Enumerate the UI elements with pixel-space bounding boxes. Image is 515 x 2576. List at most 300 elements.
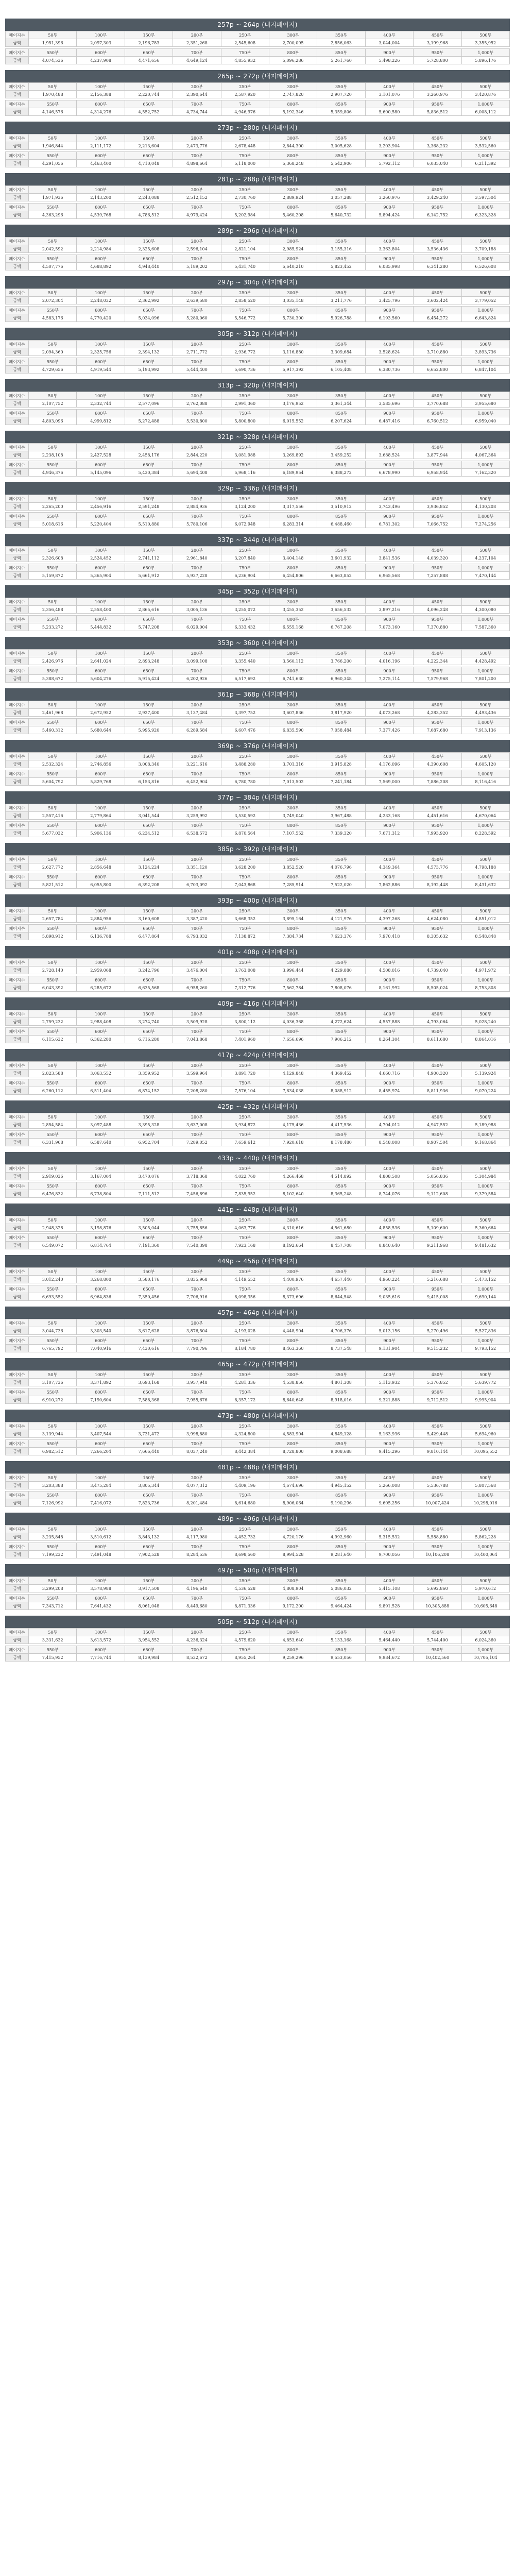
price-cell: 7,073,160 bbox=[365, 623, 413, 631]
price-section bbox=[5, 534, 510, 585]
quantity-cell: 550부 bbox=[29, 410, 77, 417]
price-cell: 6,703,092 bbox=[173, 881, 221, 889]
quantity-cell: 950부 bbox=[414, 358, 461, 366]
section-header bbox=[5, 585, 510, 598]
quantity-header-row bbox=[6, 1113, 510, 1121]
row-label-price: 금액 bbox=[6, 1276, 29, 1283]
quantity-header-row bbox=[6, 1079, 510, 1087]
price-cell: 5,510,880 bbox=[125, 520, 173, 528]
price-cell: 2,991,360 bbox=[221, 400, 269, 408]
price-cell: 5,744,400 bbox=[414, 1636, 461, 1644]
quantity-cell: 150부 bbox=[125, 1629, 173, 1636]
price-cell: 5,530,800 bbox=[173, 417, 221, 425]
quantity-cell: 400부 bbox=[365, 444, 413, 451]
section-header bbox=[5, 1564, 510, 1577]
price-cell: 9,035,616 bbox=[365, 1293, 413, 1301]
price-cell: 2,325,608 bbox=[125, 245, 173, 253]
row-label-price: 금액 bbox=[6, 1070, 29, 1077]
row-label-price: 금액 bbox=[6, 760, 29, 768]
price-cell: 6,029,004 bbox=[173, 623, 221, 631]
quantity-cell: 300부 bbox=[269, 83, 317, 91]
price-row bbox=[6, 1499, 510, 1507]
row-label-pages: 페이지수 bbox=[6, 1595, 29, 1602]
section-header bbox=[5, 431, 510, 443]
quantity-cell: 250부 bbox=[221, 547, 269, 554]
row-label-price: 금액 bbox=[6, 400, 29, 408]
quantity-cell: 200부 bbox=[173, 134, 221, 142]
price-cell: 4,507,776 bbox=[29, 263, 77, 270]
quantity-cell: 350부 bbox=[317, 804, 365, 812]
price-cell: 7,562,784 bbox=[269, 984, 317, 992]
quantity-header-row bbox=[6, 134, 510, 142]
quantity-cell: 250부 bbox=[221, 444, 269, 451]
price-cell: 6,207,624 bbox=[317, 417, 365, 425]
page-range-suffix: (내지페이지) bbox=[262, 742, 298, 750]
quantity-cell: 550부 bbox=[29, 770, 77, 778]
quantity-cell: 500부 bbox=[461, 753, 509, 760]
price-cell: 9,281,640 bbox=[317, 1551, 365, 1558]
price-cell: 3,475,284 bbox=[77, 1482, 125, 1489]
price-cell: 8,906,064 bbox=[269, 1499, 317, 1507]
price-cell: 4,514,892 bbox=[317, 1173, 365, 1180]
quantity-cell: 750부 bbox=[221, 100, 269, 108]
quantity-cell: 950부 bbox=[414, 873, 461, 881]
price-cell: 8,061,048 bbox=[125, 1602, 173, 1610]
quantity-cell: 200부 bbox=[173, 83, 221, 91]
quantity-cell: 700부 bbox=[173, 255, 221, 263]
quantity-cell: 500부 bbox=[461, 341, 509, 348]
row-label-pages: 페이지수 bbox=[6, 1285, 29, 1293]
quantity-cell: 650부 bbox=[125, 204, 173, 211]
price-cell: 5,862,228 bbox=[461, 1533, 509, 1541]
price-cell: 8,449,680 bbox=[173, 1602, 221, 1610]
price-cell: 4,369,452 bbox=[317, 1070, 365, 1077]
page-range-suffix: (내지페이지) bbox=[262, 1567, 298, 1574]
price-cell: 7,801,200 bbox=[461, 675, 509, 683]
price-cell: 8,728,800 bbox=[269, 1448, 317, 1455]
quantity-cell: 550부 bbox=[29, 1543, 77, 1551]
quantity-cell: 650부 bbox=[125, 1440, 173, 1448]
price-cell: 8,442,384 bbox=[221, 1448, 269, 1455]
price-section bbox=[5, 843, 510, 894]
quantity-cell: 950부 bbox=[414, 1285, 461, 1293]
page-range-suffix: (내지페이지) bbox=[262, 433, 298, 440]
quantity-cell: 850부 bbox=[317, 1028, 365, 1036]
price-cell: 2,678,448 bbox=[221, 142, 269, 150]
price-cell: 3,954,552 bbox=[125, 1636, 173, 1644]
quantity-cell: 150부 bbox=[125, 1010, 173, 1018]
price-cell: 5,261,760 bbox=[317, 57, 365, 64]
quantity-cell: 500부 bbox=[461, 1268, 509, 1276]
price-row bbox=[6, 211, 510, 219]
quantity-cell: 200부 bbox=[173, 598, 221, 606]
price-cell: 3,425,796 bbox=[365, 297, 413, 304]
quantity-cell: 950부 bbox=[414, 1028, 461, 1036]
price-cell: 2,094,360 bbox=[29, 348, 77, 356]
price-cell: 3,530,592 bbox=[221, 812, 269, 820]
price-cell: 4,946,376 bbox=[29, 469, 77, 477]
page-range-suffix: (내지페이지) bbox=[262, 1309, 298, 1316]
quantity-cell: 700부 bbox=[173, 49, 221, 57]
quantity-cell: 50부 bbox=[29, 83, 77, 91]
quantity-cell: 400부 bbox=[365, 186, 413, 194]
quantity-header-row bbox=[6, 1422, 510, 1430]
price-cell: 5,159,872 bbox=[29, 572, 77, 580]
quantity-cell: 600부 bbox=[77, 1337, 125, 1345]
quantity-cell: 250부 bbox=[221, 1422, 269, 1430]
price-cell: 2,858,520 bbox=[221, 297, 269, 304]
quantity-cell: 350부 bbox=[317, 134, 365, 142]
quantity-cell: 700부 bbox=[173, 1182, 221, 1190]
price-cell: 9,259,296 bbox=[269, 1654, 317, 1662]
quantity-cell: 400부 bbox=[365, 1268, 413, 1276]
quantity-cell: 150부 bbox=[125, 83, 173, 91]
quantity-cell: 950부 bbox=[414, 564, 461, 572]
page-range: 257p ~ 264p bbox=[217, 21, 260, 28]
quantity-cell: 100부 bbox=[77, 856, 125, 863]
quantity-cell: 300부 bbox=[269, 341, 317, 348]
quantity-cell: 700부 bbox=[173, 564, 221, 572]
quantity-cell: 100부 bbox=[77, 289, 125, 297]
row-label-pages: 페이지수 bbox=[6, 547, 29, 554]
price-cell: 3,693,168 bbox=[125, 1379, 173, 1386]
price-cell: 6,960,348 bbox=[317, 675, 365, 683]
price-cell: 4,130,208 bbox=[461, 503, 509, 511]
price-sheet bbox=[5, 0, 510, 1667]
row-label-pages: 페이지수 bbox=[6, 753, 29, 760]
quantity-cell: 1,000부 bbox=[461, 564, 509, 572]
price-cell: 3,998,880 bbox=[173, 1430, 221, 1438]
price-row bbox=[6, 91, 510, 98]
quantity-cell: 600부 bbox=[77, 1234, 125, 1242]
quantity-cell: 550부 bbox=[29, 1131, 77, 1139]
quantity-cell: 350부 bbox=[317, 1371, 365, 1379]
page-range: 457p ~ 464p bbox=[217, 1309, 260, 1316]
price-cell: 6,607,476 bbox=[221, 726, 269, 734]
quantity-cell: 250부 bbox=[221, 907, 269, 915]
quantity-cell: 300부 bbox=[269, 1268, 317, 1276]
price-cell: 7,384,734 bbox=[269, 933, 317, 940]
price-cell: 1,951,396 bbox=[29, 39, 77, 47]
price-cell: 3,841,536 bbox=[365, 554, 413, 562]
quantity-cell: 550부 bbox=[29, 513, 77, 520]
price-cell: 5,536,788 bbox=[414, 1482, 461, 1489]
quantity-cell: 450부 bbox=[414, 1371, 461, 1379]
quantity-cell: 150부 bbox=[125, 134, 173, 142]
quantity-cell: 900부 bbox=[365, 1492, 413, 1499]
quantity-header-row bbox=[6, 1474, 510, 1482]
price-cell: 6,693,552 bbox=[29, 1293, 77, 1301]
price-cell: 3,199,968 bbox=[414, 39, 461, 47]
quantity-cell: 50부 bbox=[29, 186, 77, 194]
quantity-header-row bbox=[6, 1337, 510, 1345]
quantity-cell: 50부 bbox=[29, 907, 77, 915]
quantity-cell: 200부 bbox=[173, 1010, 221, 1018]
page-range: 329p ~ 336p bbox=[217, 485, 260, 492]
price-cell: 2,854,584 bbox=[29, 1121, 77, 1129]
quantity-cell: 250부 bbox=[221, 650, 269, 657]
row-label-pages: 페이지수 bbox=[6, 925, 29, 933]
quantity-cell: 750부 bbox=[221, 925, 269, 933]
quantity-cell: 300부 bbox=[269, 856, 317, 863]
quantity-cell: 650부 bbox=[125, 152, 173, 160]
quantity-cell: 450부 bbox=[414, 907, 461, 915]
quantity-cell: 700부 bbox=[173, 1595, 221, 1602]
quantity-cell: 1,000부 bbox=[461, 1440, 509, 1448]
quantity-cell: 400부 bbox=[365, 701, 413, 709]
price-cell: 4,508,016 bbox=[365, 967, 413, 974]
price-row bbox=[6, 1345, 510, 1352]
price-cell: 6,072,948 bbox=[221, 520, 269, 528]
price-row bbox=[6, 726, 510, 734]
price-cell: 8,116,416 bbox=[461, 778, 509, 786]
price-cell: 8,811,936 bbox=[414, 1087, 461, 1095]
price-cell: 6,035,040 bbox=[414, 160, 461, 167]
quantity-cell: 400부 bbox=[365, 1577, 413, 1585]
quantity-cell: 500부 bbox=[461, 83, 509, 91]
row-label-price: 금액 bbox=[6, 881, 29, 889]
price-cell: 3,505,044 bbox=[125, 1224, 173, 1232]
price-row bbox=[6, 1036, 510, 1043]
quantity-cell: 100부 bbox=[77, 1062, 125, 1070]
quantity-cell: 850부 bbox=[317, 873, 365, 881]
page-range-suffix: (내지페이지) bbox=[262, 1515, 298, 1522]
price-cell: 4,176,096 bbox=[365, 760, 413, 768]
quantity-cell: 200부 bbox=[173, 907, 221, 915]
quantity-cell: 900부 bbox=[365, 1182, 413, 1190]
quantity-cell: 600부 bbox=[77, 461, 125, 469]
price-cell: 5,780,106 bbox=[173, 520, 221, 528]
quantity-cell: 450부 bbox=[414, 1062, 461, 1070]
price-row bbox=[6, 245, 510, 253]
price-cell: 6,085,998 bbox=[365, 263, 413, 270]
section-header bbox=[5, 19, 510, 31]
quantity-cell: 100부 bbox=[77, 598, 125, 606]
quantity-cell: 200부 bbox=[173, 1371, 221, 1379]
page-range-suffix: (내지페이지) bbox=[262, 1052, 298, 1059]
quantity-cell: 850부 bbox=[317, 307, 365, 314]
price-cell: 8,037,240 bbox=[173, 1448, 221, 1455]
page-range: 449p ~ 456p bbox=[217, 1258, 260, 1265]
quantity-cell: 750부 bbox=[221, 513, 269, 520]
quantity-cell: 300부 bbox=[269, 907, 317, 915]
quantity-cell: 600부 bbox=[77, 564, 125, 572]
price-cell: 2,856,063 bbox=[317, 39, 365, 47]
quantity-cell: 800부 bbox=[269, 770, 317, 778]
price-cell: 10,400,064 bbox=[461, 1551, 509, 1558]
price-table bbox=[5, 855, 510, 889]
row-label-price: 금액 bbox=[6, 967, 29, 974]
price-cell: 5,906,136 bbox=[77, 829, 125, 837]
quantity-cell: 550부 bbox=[29, 49, 77, 57]
quantity-cell: 550부 bbox=[29, 1492, 77, 1499]
quantity-cell: 200부 bbox=[173, 1216, 221, 1224]
price-cell: 7,312,776 bbox=[221, 984, 269, 992]
row-label-pages: 페이지수 bbox=[6, 1629, 29, 1636]
price-cell: 8,139,984 bbox=[125, 1654, 173, 1662]
quantity-cell: 750부 bbox=[221, 255, 269, 263]
quantity-cell: 650부 bbox=[125, 49, 173, 57]
quantity-cell: 100부 bbox=[77, 753, 125, 760]
quantity-cell: 800부 bbox=[269, 1595, 317, 1602]
price-cell: 3,387,420 bbox=[173, 915, 221, 923]
quantity-header-row bbox=[6, 1492, 510, 1499]
quantity-cell: 100부 bbox=[77, 547, 125, 554]
price-cell: 10,705,104 bbox=[461, 1654, 509, 1662]
price-cell: 7,659,612 bbox=[221, 1139, 269, 1146]
row-label-price: 금액 bbox=[6, 1448, 29, 1455]
row-label-price: 금액 bbox=[6, 469, 29, 477]
quantity-cell: 550부 bbox=[29, 152, 77, 160]
quantity-cell: 950부 bbox=[414, 1131, 461, 1139]
price-cell: 4,077,312 bbox=[173, 1482, 221, 1489]
quantity-cell: 450부 bbox=[414, 392, 461, 400]
price-cell: 7,706,916 bbox=[173, 1293, 221, 1301]
price-cell: 2,627,772 bbox=[29, 863, 77, 871]
quantity-cell: 550부 bbox=[29, 255, 77, 263]
price-cell: 3,967,488 bbox=[317, 812, 365, 820]
price-row bbox=[6, 967, 510, 974]
quantity-cell: 50부 bbox=[29, 238, 77, 245]
quantity-header-row bbox=[6, 410, 510, 417]
quantity-cell: 700부 bbox=[173, 100, 221, 108]
quantity-cell: 900부 bbox=[365, 410, 413, 417]
quantity-cell: 700부 bbox=[173, 1285, 221, 1293]
quantity-cell: 50부 bbox=[29, 444, 77, 451]
quantity-cell: 50부 bbox=[29, 1062, 77, 1070]
quantity-cell: 600부 bbox=[77, 1492, 125, 1499]
quantity-cell: 500부 bbox=[461, 1577, 509, 1585]
quantity-cell: 900부 bbox=[365, 1028, 413, 1036]
price-cell: 3,404,148 bbox=[269, 554, 317, 562]
quantity-cell: 400부 bbox=[365, 289, 413, 297]
quantity-cell: 50부 bbox=[29, 598, 77, 606]
price-row bbox=[6, 348, 510, 356]
price-cell: 6,952,704 bbox=[125, 1139, 173, 1146]
price-cell: 3,800,112 bbox=[221, 1018, 269, 1026]
quantity-cell: 100부 bbox=[77, 1010, 125, 1018]
price-cell: 3,420,876 bbox=[461, 91, 509, 98]
quantity-cell: 100부 bbox=[77, 444, 125, 451]
price-cell: 3,268,800 bbox=[77, 1276, 125, 1283]
price-cell: 5,588,880 bbox=[414, 1533, 461, 1541]
quantity-cell: 650부 bbox=[125, 1646, 173, 1654]
quantity-cell: 250부 bbox=[221, 1629, 269, 1636]
quantity-cell: 300부 bbox=[269, 1165, 317, 1173]
price-cell: 5,365,904 bbox=[77, 572, 125, 580]
quantity-header-row bbox=[6, 719, 510, 726]
quantity-cell: 800부 bbox=[269, 925, 317, 933]
quantity-cell: 650부 bbox=[125, 873, 173, 881]
price-cell: 4,076,796 bbox=[317, 863, 365, 871]
quantity-cell: 750부 bbox=[221, 204, 269, 211]
price-cell: 4,536,528 bbox=[221, 1585, 269, 1592]
price-row bbox=[6, 503, 510, 511]
row-label-price: 금액 bbox=[6, 1173, 29, 1180]
price-cell: 7,013,502 bbox=[269, 778, 317, 786]
quantity-cell: 100부 bbox=[77, 804, 125, 812]
price-cell: 7,285,914 bbox=[269, 881, 317, 889]
price-cell: 4,706,376 bbox=[317, 1327, 365, 1335]
page-range-suffix: (내지페이지) bbox=[262, 176, 298, 183]
quantity-cell: 150부 bbox=[125, 1474, 173, 1482]
price-row bbox=[6, 297, 510, 304]
quantity-header-row bbox=[6, 1629, 510, 1636]
quantity-cell: 950부 bbox=[414, 513, 461, 520]
quantity-cell: 200부 bbox=[173, 341, 221, 348]
price-cell: 6,234,512 bbox=[125, 829, 173, 837]
price-cell: 7,199,232 bbox=[29, 1551, 77, 1558]
price-cell: 6,870,564 bbox=[221, 829, 269, 837]
price-row bbox=[6, 1190, 510, 1198]
quantity-cell: 650부 bbox=[125, 1234, 173, 1242]
price-cell: 4,291,056 bbox=[29, 160, 77, 167]
price-cell: 2,823,588 bbox=[29, 1070, 77, 1077]
price-cell: 2,473,776 bbox=[173, 142, 221, 150]
quantity-header-row bbox=[6, 1216, 510, 1224]
price-row bbox=[6, 863, 510, 871]
row-label-price: 금액 bbox=[6, 1430, 29, 1438]
price-row bbox=[6, 142, 510, 150]
row-label-price: 금액 bbox=[6, 1533, 29, 1541]
quantity-cell: 500부 bbox=[461, 289, 509, 297]
quantity-cell: 550부 bbox=[29, 358, 77, 366]
row-label-pages: 페이지수 bbox=[6, 719, 29, 726]
quantity-cell: 650부 bbox=[125, 564, 173, 572]
price-row bbox=[6, 57, 510, 64]
quantity-cell: 300부 bbox=[269, 1319, 317, 1327]
quantity-cell: 1,000부 bbox=[461, 822, 509, 829]
quantity-cell: 950부 bbox=[414, 1492, 461, 1499]
quantity-header-row bbox=[6, 1268, 510, 1276]
quantity-header-row bbox=[6, 255, 510, 263]
price-cell: 5,639,772 bbox=[461, 1379, 509, 1386]
quantity-cell: 850부 bbox=[317, 564, 365, 572]
price-cell: 3,198,876 bbox=[77, 1224, 125, 1232]
price-cell: 3,476,004 bbox=[173, 967, 221, 974]
price-cell: 3,203,388 bbox=[29, 1482, 77, 1489]
price-row bbox=[6, 1087, 510, 1095]
quantity-cell: 800부 bbox=[269, 1028, 317, 1036]
page-range-suffix: (내지페이지) bbox=[262, 639, 298, 647]
row-label-pages: 페이지수 bbox=[6, 255, 29, 263]
quantity-cell: 300부 bbox=[269, 186, 317, 194]
quantity-cell: 200부 bbox=[173, 1422, 221, 1430]
quantity-cell: 300부 bbox=[269, 238, 317, 245]
quantity-cell: 450부 bbox=[414, 804, 461, 812]
quantity-cell: 300부 bbox=[269, 134, 317, 142]
price-section bbox=[5, 688, 510, 740]
row-label-pages: 페이지수 bbox=[6, 667, 29, 675]
price-cell: 10,298,016 bbox=[461, 1499, 509, 1507]
price-cell: 5,202,984 bbox=[221, 211, 269, 219]
quantity-header-row bbox=[6, 1440, 510, 1448]
row-label-pages: 페이지수 bbox=[6, 495, 29, 503]
quantity-cell: 250부 bbox=[221, 83, 269, 91]
quantity-cell: 350부 bbox=[317, 1010, 365, 1018]
price-cell: 4,063,776 bbox=[221, 1224, 269, 1232]
quantity-cell: 150부 bbox=[125, 907, 173, 915]
price-cell: 7,587,360 bbox=[461, 623, 509, 631]
quantity-cell: 350부 bbox=[317, 907, 365, 915]
price-cell: 6,643,824 bbox=[461, 314, 509, 322]
quantity-cell: 300부 bbox=[269, 1371, 317, 1379]
price-cell: 4,229,880 bbox=[317, 967, 365, 974]
price-cell: 3,996,444 bbox=[269, 967, 317, 974]
price-table bbox=[5, 237, 510, 270]
price-cell: 4,704,012 bbox=[365, 1121, 413, 1129]
price-cell: 7,834,038 bbox=[269, 1087, 317, 1095]
